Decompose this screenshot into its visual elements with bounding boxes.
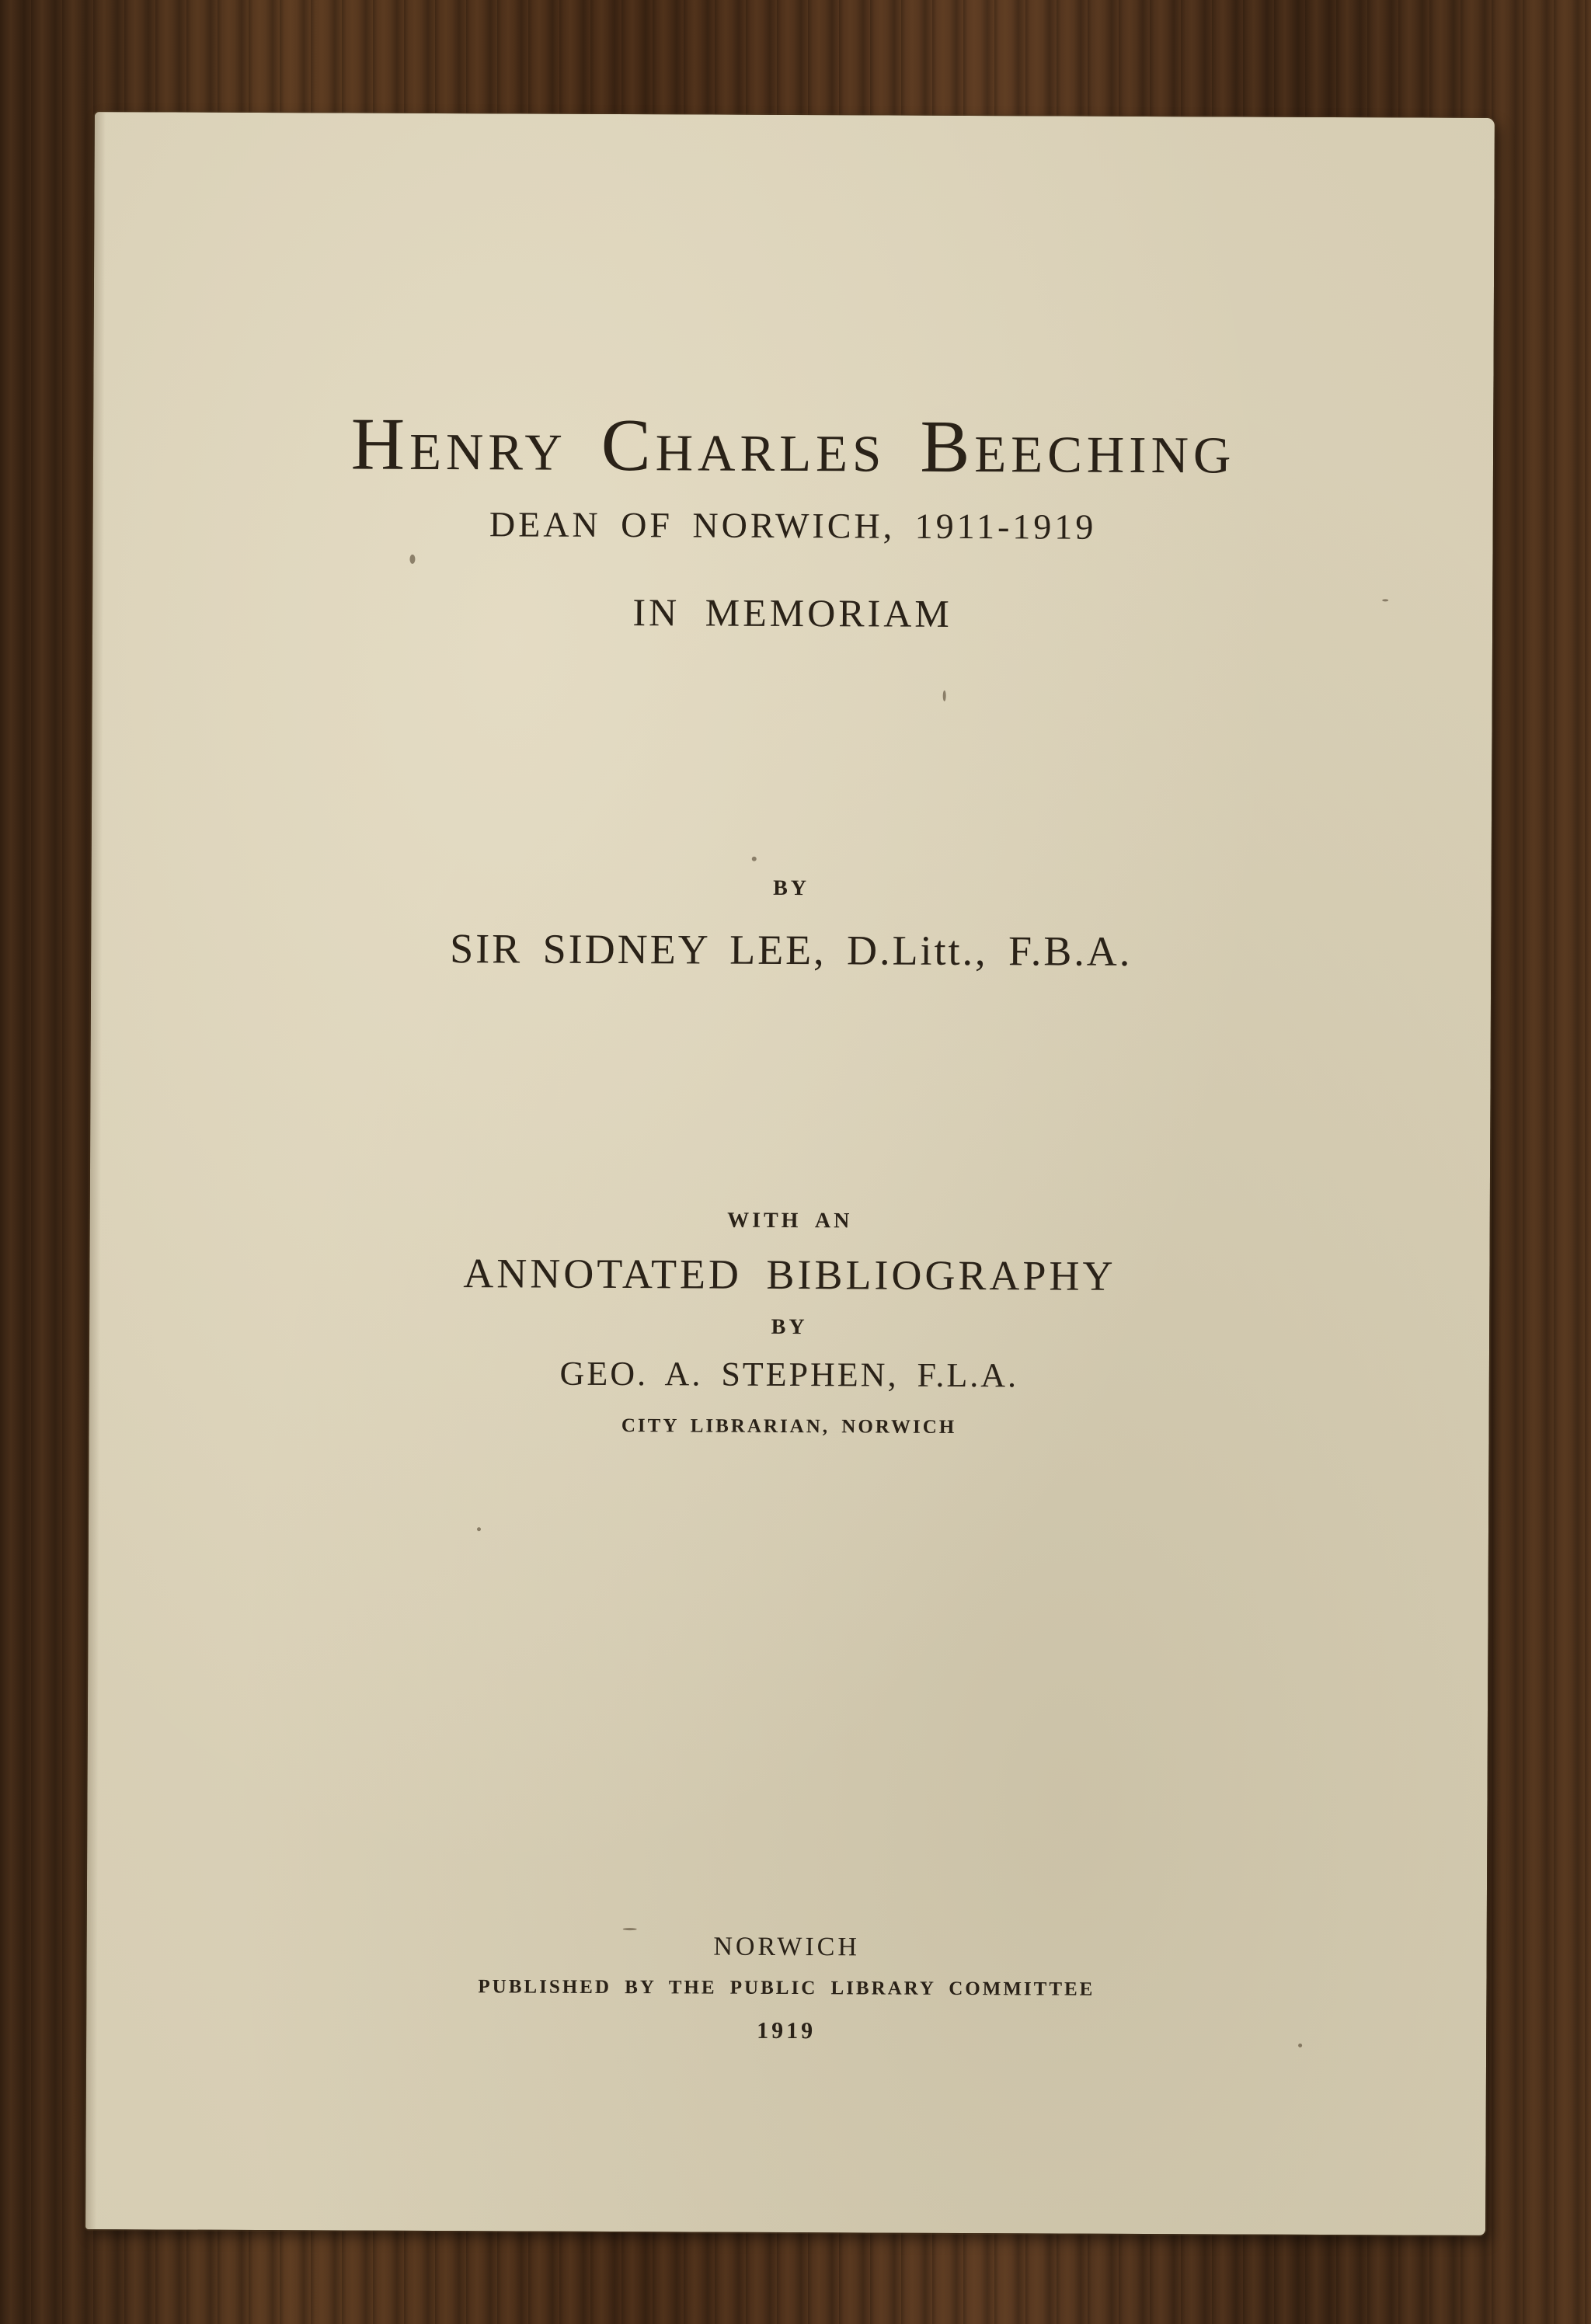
paper-speck <box>623 1928 637 1930</box>
paper-speck <box>409 555 415 564</box>
compiler-role: CITY LIBRARIAN, NORWICH <box>621 1415 957 1438</box>
cover-author: SIR SIDNEY LEE, D.Litt., F.B.A. <box>450 925 1133 975</box>
by-label-compiler: BY <box>771 1314 808 1340</box>
cover-compiler: GEO. A. STEPHEN, F.L.A. <box>559 1354 1019 1395</box>
paper-speck <box>943 691 946 701</box>
publisher-line: PUBLISHED BY THE PUBLIC LIBRARY COMMITTEE <box>478 1976 1095 2000</box>
publication-place: NORWICH <box>713 1932 861 1962</box>
by-label-author: BY <box>773 875 810 901</box>
paper-speck <box>1382 599 1388 601</box>
cover-title: Henry Charles Beeching <box>350 402 1236 489</box>
with-an-label: WITH AN <box>727 1208 853 1233</box>
paper-speck <box>477 1527 481 1531</box>
publication-year: 1919 <box>757 2017 816 2044</box>
paper-speck <box>1298 2044 1302 2047</box>
bibliography-title: ANNOTATED BIBLIOGRAPHY <box>463 1250 1116 1299</box>
cover-dedication: IN MEMORIAM <box>632 590 952 635</box>
paper-speck <box>752 857 757 861</box>
pamphlet-cover <box>85 112 1495 2235</box>
cover-subtitle: DEAN OF NORWICH, 1911-1919 <box>489 504 1097 547</box>
